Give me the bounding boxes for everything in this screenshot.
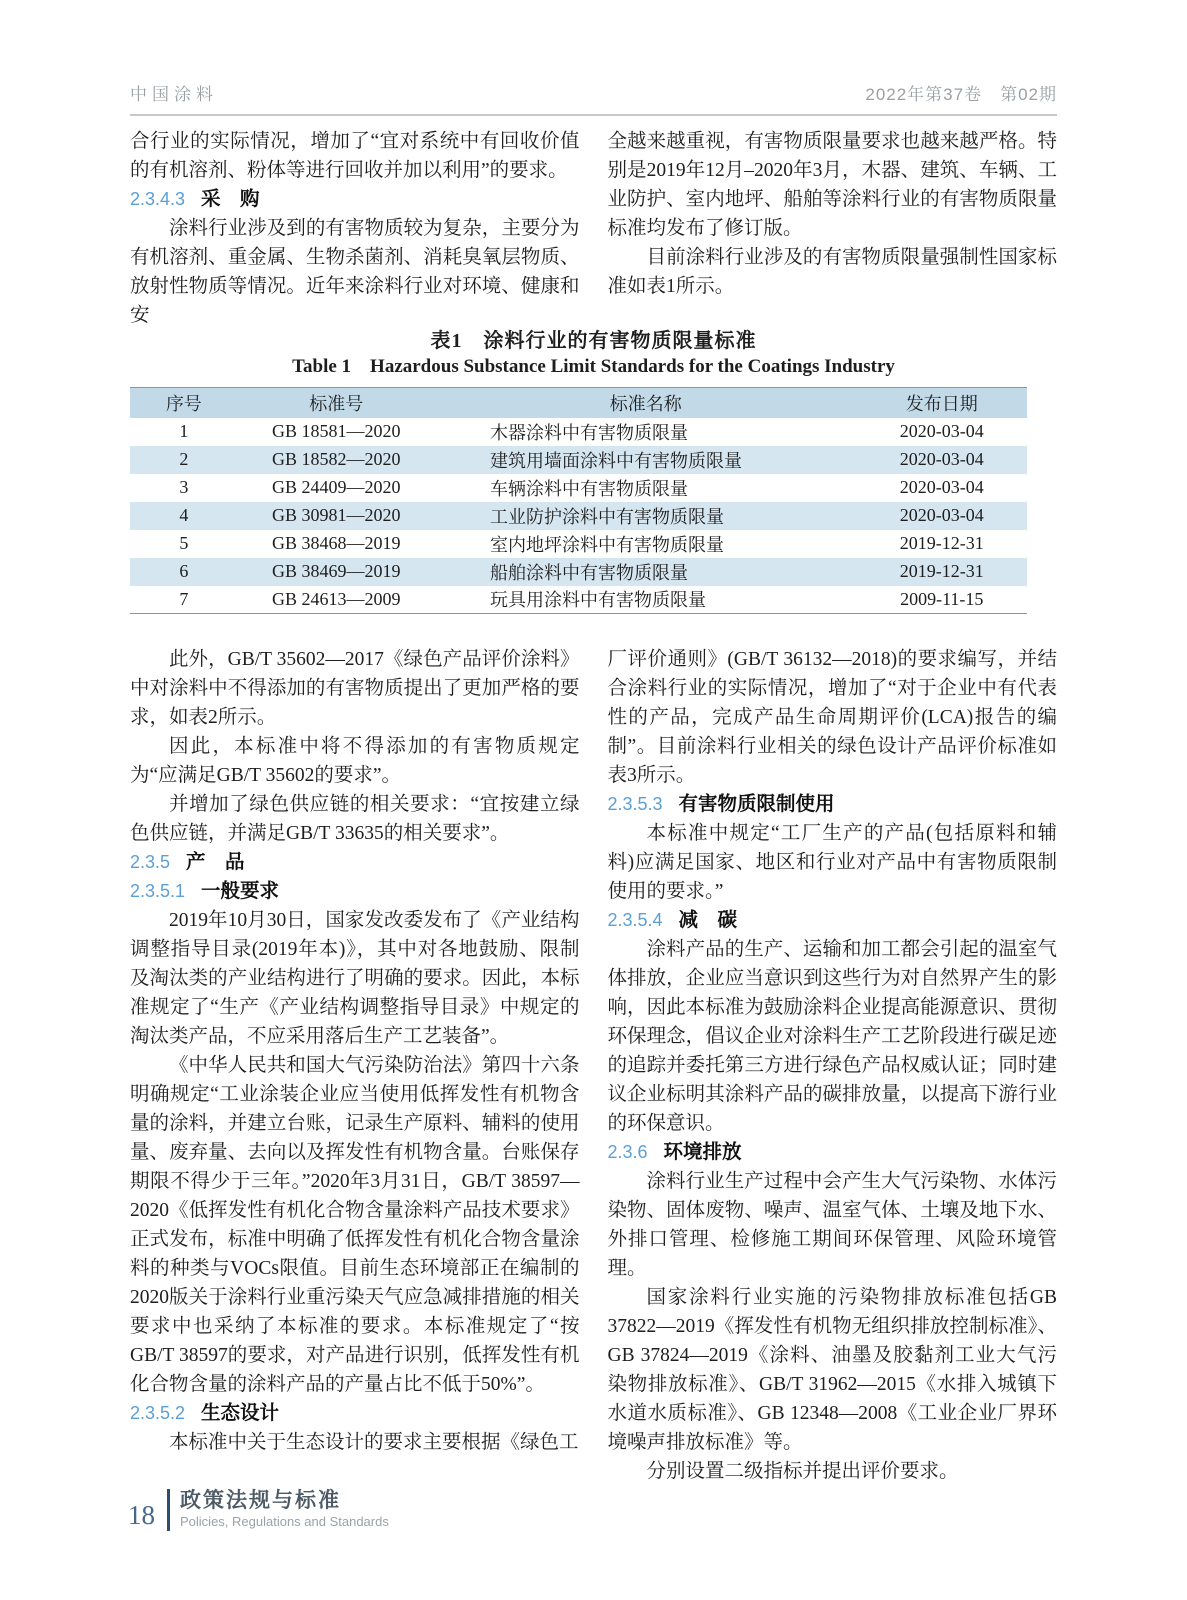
paragraph: 涂料产品的生产、运输和加工都会引起的温室气体排放，企业应当意识到这些行为对自然界产生的影响，因此本标准为鼓励涂料企业提高能源意识、贯彻环保理念，倡议企业对涂料生产工艺阶段进行碳足迹的追踪并委托第三方进行绿色产品权威认证；同时建议企业标明其涂料产品的碳排放量，以提高下游行业的环保意识。 (607, 939, 1057, 1134)
page-number: 18 (128, 1500, 155, 1530)
table-cell: 玩具用涂料中有害物质限量 (489, 590, 706, 611)
table-cell: 4 (130, 502, 238, 530)
paragraph: 分别设置二级指标并提出评价要求。 (646, 1461, 959, 1482)
section-title: 产 品 (186, 852, 245, 873)
section-number: 2.3.5.3 (607, 794, 663, 814)
section-title: 采 购 (201, 189, 260, 210)
footer-section-en: Policies, Regulations and Standards (180, 1514, 389, 1529)
section-heading (130, 1399, 580, 1428)
table1-title-en: Table 1 Hazardous Substance Limit Standards for the Coatings Industry (292, 356, 895, 377)
section-heading (130, 848, 580, 877)
hazardous-substance-table (130, 387, 1027, 614)
table-cell: 室内地坪涂料中有害物质限量 (489, 534, 724, 555)
table1-title-cn: 表1 涂料行业的有害物质限量标准 (430, 330, 757, 352)
table-cell: 2020-03-04 (857, 502, 1027, 530)
section-heading (608, 1138, 1058, 1167)
running-header (130, 80, 1057, 116)
issue-info: 2022年第37卷 第02期 (865, 85, 1057, 104)
table-cell: 工业防护涂料中有害物质限量 (435, 502, 857, 530)
column-header: 标准号 (238, 388, 435, 418)
table-row (130, 586, 1027, 614)
section-number: 2.3.5.2 (130, 1403, 186, 1423)
top-text-section (130, 127, 1057, 330)
section-number: 2.3.6 (607, 1142, 648, 1162)
section-number: 2.3.4.3 (130, 189, 186, 209)
table-cell: 1 (179, 421, 189, 441)
paragraph: 全越来越重视，有害物质限量要求也越来越严格。特别是2019年12月–2020年3月，木器、建筑、车辆、工业防护、室内地坪、船舶等涂料行业的有害物质限量标准均发布了修订版。 (607, 131, 1057, 239)
table1-block (130, 328, 1057, 614)
table-row (130, 474, 1027, 502)
top-left-column (130, 127, 580, 330)
table-cell: 6 (130, 558, 238, 586)
paragraph: 并增加了绿色供应链的相关要求：“宜按建立绿色供应链，并满足GB/T 33635的相关要求”。 (130, 794, 580, 844)
table-cell: 木器涂料中有害物质限量 (489, 422, 688, 443)
section-heading (608, 790, 1058, 819)
table-cell: 船舶涂料中有害物质限量 (435, 558, 857, 586)
section-title: 减 碳 (678, 910, 738, 931)
paragraph: 涂料行业生产过程中会产生大气污染物、水体污染物、固体废物、噪声、温室气体、土壤及地下水、外排口管理、检修施工期间环保管理、风险环境管理。 (607, 1171, 1057, 1279)
journal-title: 中国涂料 (130, 85, 218, 104)
table-cell: 5 (179, 533, 189, 553)
table-cell: 车辆涂料中有害物质限量 (489, 478, 688, 499)
paragraph: 本标准中规定“工厂生产的产品(包括原料和辅料)应满足国家、地区和行业对产品中有害物质限制使用的要求。” (607, 823, 1057, 902)
column-header: 序号 (130, 388, 238, 418)
table-cell: 2020-03-04 (899, 477, 984, 497)
paragraph: 目前涂料行业涉及的有害物质限量强制性国家标准如表1所示。 (607, 247, 1057, 297)
paragraph: 厂评价通则》(GB/T 36132—2018)的要求编写，并结合涂料行业的实际情况，增加了“对于企业中有代表性的产品，完成产品生命周期评价(LCA)报告的编制”。目前涂料行业相关的绿色设计产品评价标准如表3所示。 (607, 649, 1057, 786)
bottom-right-column (608, 645, 1058, 1486)
table-cell: GB 24409—2020 (272, 477, 401, 497)
table-cell: GB 18582—2020 (238, 446, 435, 474)
paragraph: 《中华人民共和国大气污染防治法》第四十六条明确规定“工业涂装企业应当使用低挥发性有机物含量的涂料，并建立台账，记录生产原料、辅料的使用量、废弃量、去向以及挥发性有机物含量。台账保存期限不得少于三年。”2020年3月31日，GB/T 38597—2020《低挥发性有机化合物含量涂料产品技术要求》正式发布，标准中明确了低挥发性有机化合物含量涂料的种类与VOCs限值。目前生态环境部正在编制的2020版关于涂料行业重污染天气应急减排措施的相关要求中也采纳了本标准的要求。本标准规定了“按GB/T 38597的要求，对产品进行识别，低挥发性有机化合物含量的涂料产品的产量占比不低于50%”。 (130, 1055, 580, 1395)
column-header: 标准名称 (435, 388, 857, 418)
table-row (130, 502, 1027, 530)
paragraph: 此外，GB/T 35602—2017《绿色产品评价涂料》中对涂料中不得添加的有害物质提出了更加严格的要求，如表2所示。 (130, 649, 580, 728)
page-footer (128, 1489, 389, 1531)
section-heading (130, 185, 580, 214)
footer-divider (167, 1489, 170, 1531)
paragraph: 涂料行业涉及到的有害物质较为复杂，主要分为有机溶剂、重金属、生物杀菌剂、消耗臭氧层物质、放射性物质等情况。近年来涂料行业对环境、健康和安 (130, 218, 580, 326)
table-cell: GB 18581—2020 (272, 421, 401, 441)
paragraph: 2019年10月30日，国家发改委发布了《产业结构调整指导目录(2019年本)》，其中对各地鼓励、限制及淘汰类的产业结构进行了明确的要求。因此，本标准规定了“生产《产业结构调整指导目录》中规定的淘汰类产品，不应采用落后生产工艺装备”。 (130, 910, 580, 1047)
table-cell: 3 (179, 477, 189, 497)
paragraph: 因此，本标准中将不得添加的有害物质规定为“应满足GB/T 35602的要求”。 (130, 736, 580, 786)
bottom-left-column (130, 645, 580, 1486)
table-row (130, 446, 1027, 474)
table-cell: 2009-11-15 (900, 588, 984, 609)
table-cell: 2020-03-04 (857, 446, 1027, 474)
section-heading (608, 906, 1058, 935)
paragraph: 本标准中关于生态设计的要求主要根据《绿色工 (169, 1432, 579, 1453)
section-title: 有害物质限制使用 (678, 794, 835, 815)
top-right-column (608, 127, 1058, 330)
table-cell: 2 (130, 446, 238, 474)
table-row (130, 388, 1027, 418)
table-cell: GB 24613—2009 (272, 588, 401, 609)
table-cell: 建筑用墙面涂料中有害物质限量 (435, 446, 857, 474)
section-heading (130, 877, 580, 906)
table-cell: GB 38468—2019 (272, 533, 401, 553)
footer-section (180, 1489, 389, 1531)
table-row (130, 530, 1027, 558)
bottom-text-section (130, 645, 1057, 1486)
paragraph: 合行业的实际情况，增加了“宜对系统中有回收价值的有机溶剂、粉体等进行回收并加以利用”的要求。 (130, 131, 580, 181)
table-header-row (130, 388, 1027, 418)
table-cell: 7 (179, 588, 189, 609)
section-number: 2.3.5.4 (607, 910, 663, 930)
table-body (130, 418, 1027, 614)
table-cell: 2019-12-31 (899, 533, 984, 553)
section-number: 2.3.5 (130, 852, 171, 872)
table-row (130, 418, 1027, 446)
section-title: 一般要求 (201, 881, 280, 902)
table-cell: 2019-12-31 (857, 558, 1027, 586)
column-header: 发布日期 (857, 388, 1027, 418)
table-row (130, 558, 1027, 586)
footer-section-cn: 政策法规与标准 (180, 1489, 341, 1512)
section-title: 生态设计 (201, 1403, 280, 1424)
section-number: 2.3.5.1 (130, 881, 186, 901)
section-title: 环境排放 (663, 1142, 742, 1163)
table-cell: GB 38469—2019 (238, 558, 435, 586)
table-cell: 2020-03-04 (899, 421, 984, 441)
paragraph: 国家涂料行业实施的污染物排放标准包括GB 37822—2019《挥发性有机物无组织排放控制标准》、GB 37824—2019《涂料、油墨及胶黏剂工业大气污染物排放标准》、GB/T 31962—2015《水排入城镇下水道水质标准》、GB 12348—2008《工业企业厂界环境噪声排放标准》等。 (607, 1287, 1057, 1453)
table-cell: GB 30981—2020 (238, 502, 435, 530)
